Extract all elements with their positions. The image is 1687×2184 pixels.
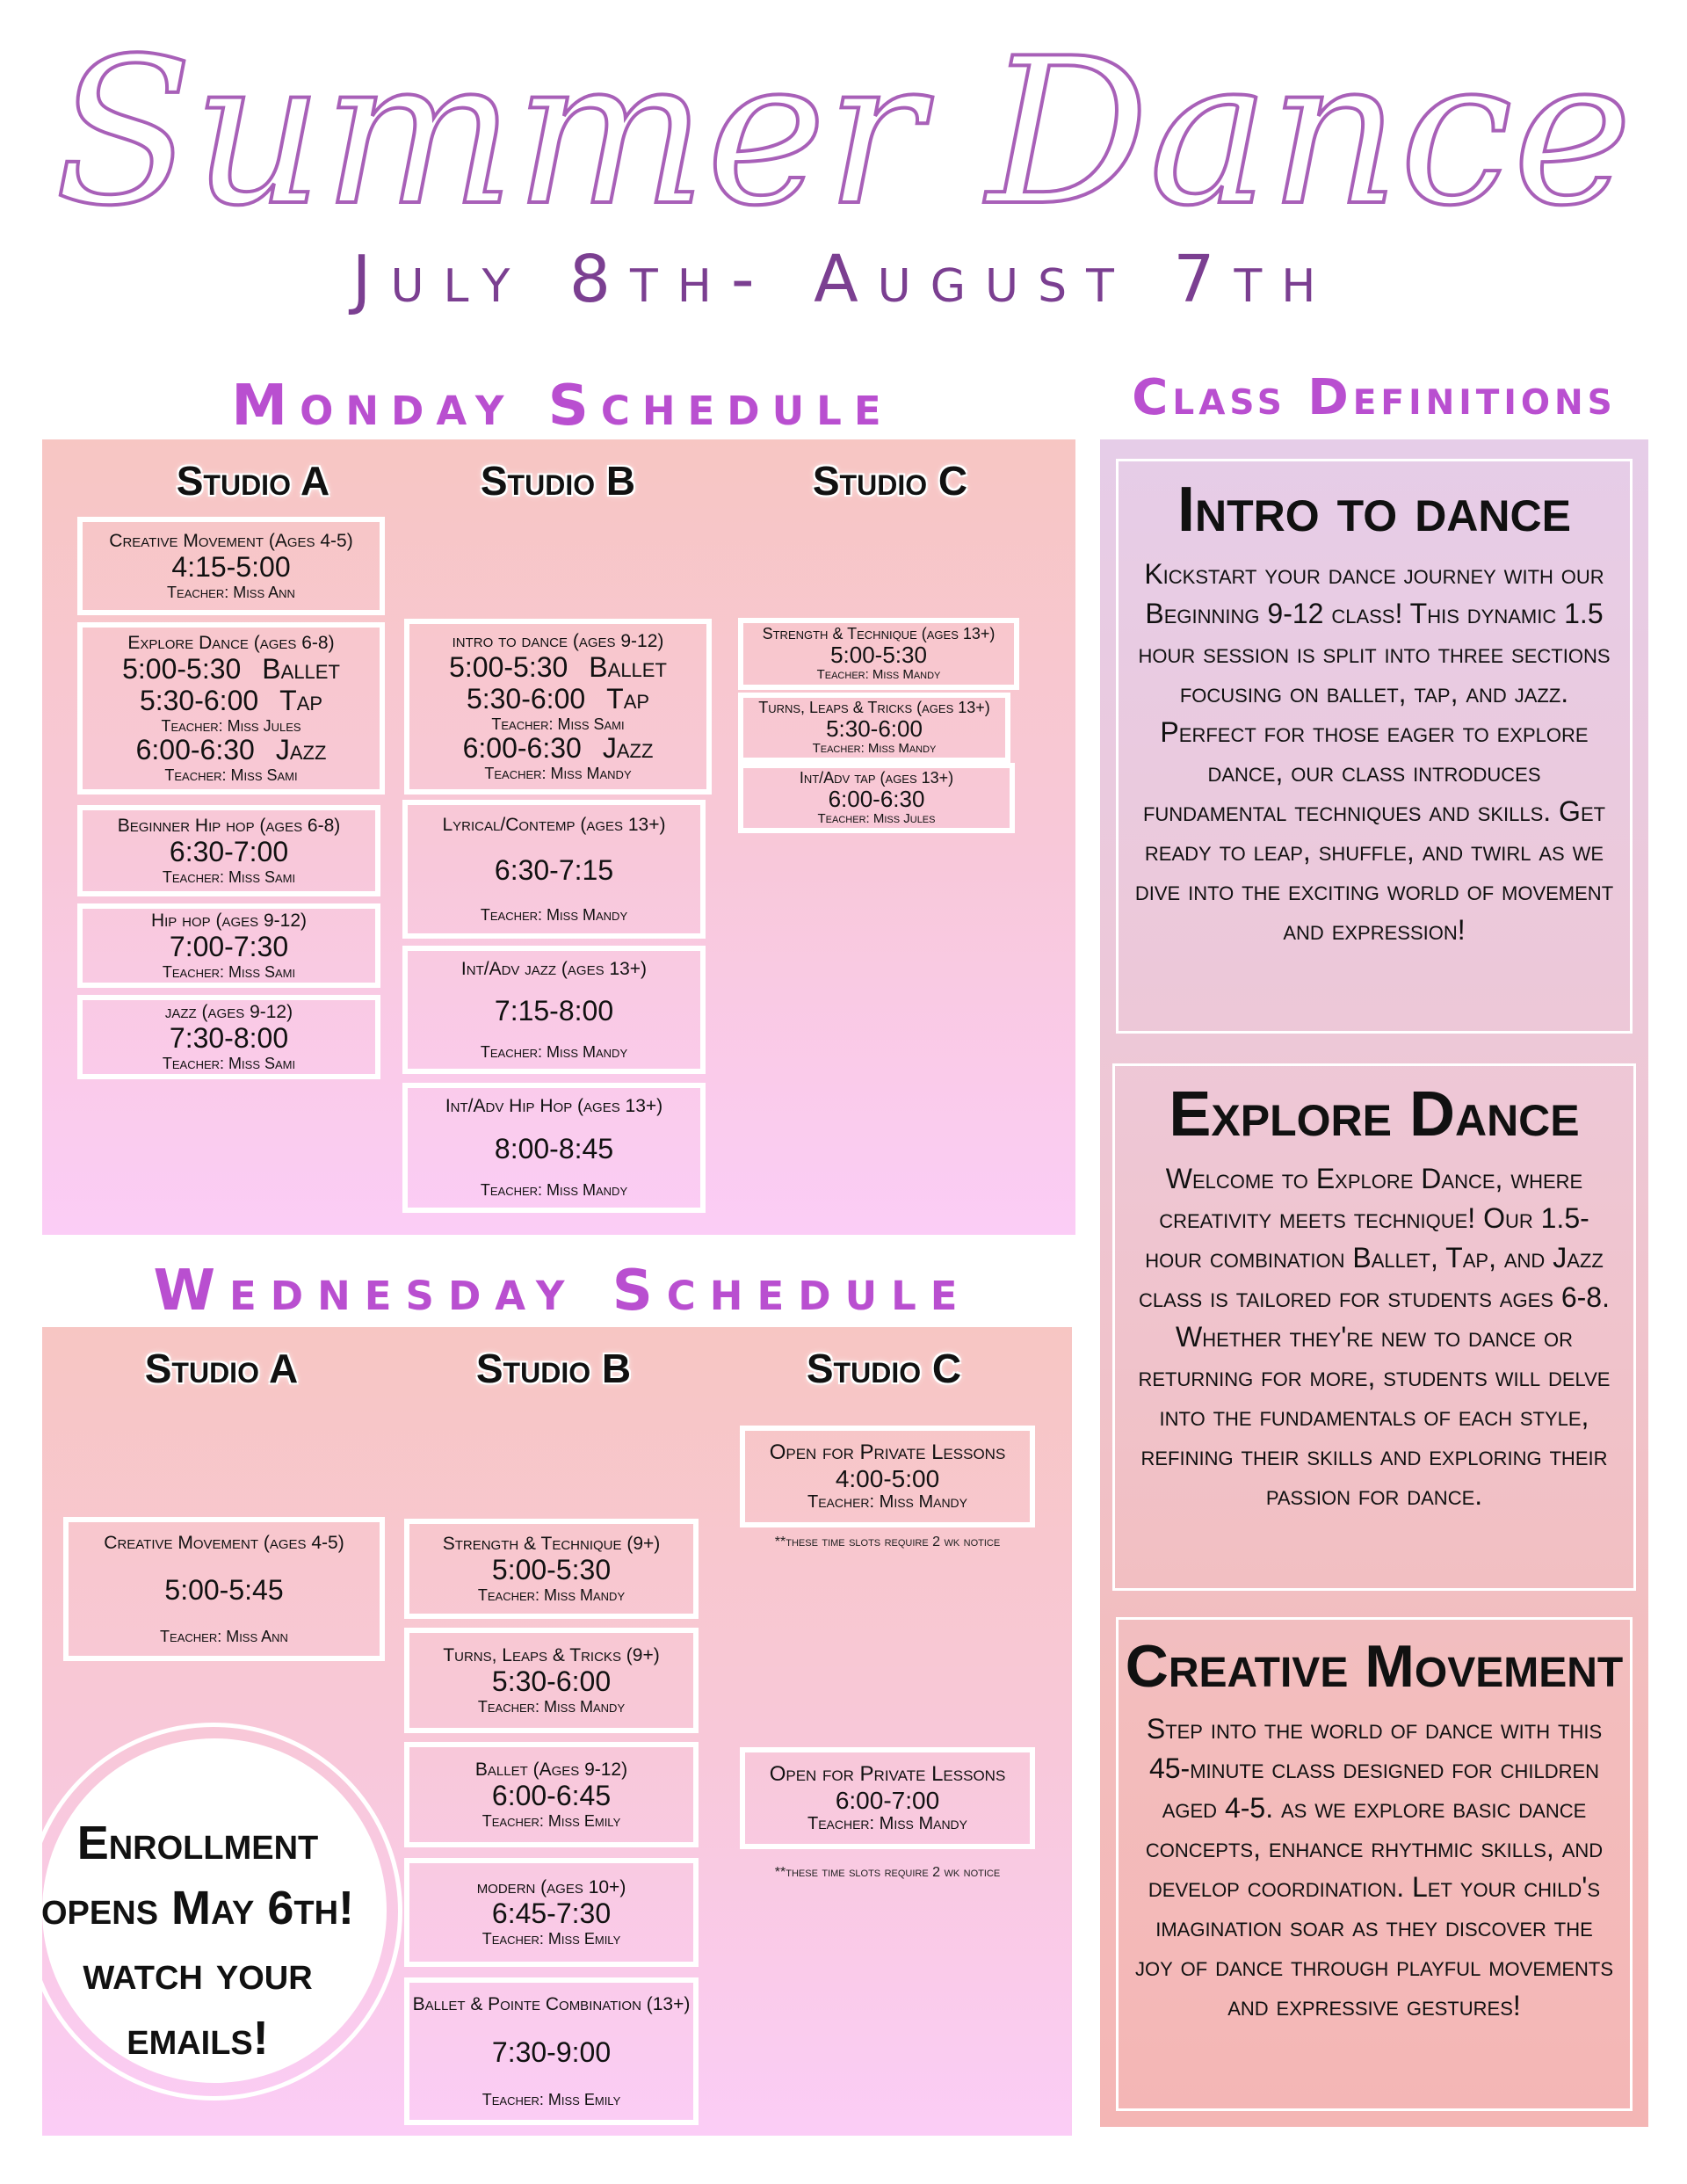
class-time: 5:30-6:00 [139,684,259,716]
class-style: Ballet [589,650,667,683]
class-teacher: Teacher: Miss Sami [491,715,625,733]
class-teacher: Teacher: Miss Mandy [477,1585,626,1604]
class-teacher: Teacher: Miss Sami [162,962,296,981]
definition-card [1112,1063,1636,1591]
class-teacher: Teacher: Miss Mandy [480,1181,628,1200]
class-name: Turns, Leaps & Tricks (9+) [443,1645,660,1666]
class-time: 6:45-7:30 [491,1897,612,1929]
class-card [402,946,706,1074]
class-teacher: Teacher: Miss Jules [817,811,936,827]
class-teacher: Teacher: Miss Ann [167,583,295,601]
class-time: 5:00-5:30 [122,652,242,685]
class-teacher: Teacher: Miss Mandy [807,1491,967,1512]
wednesday-studio-c-label: Studio C [806,1346,962,1391]
class-name: Int/Adv Hip Hop (ages 13+) [445,1096,663,1117]
class-style: Jazz [275,733,327,765]
enrollment-line: watch your [83,1947,313,1999]
class-teacher: Teacher: Miss Emily [481,2091,621,2109]
class-teacher: Teacher: Miss Mandy [480,905,628,924]
wednesday-heading: Wednesday Schedule [153,1259,972,1324]
class-card [404,619,712,795]
class-name: Open for Private Lessons [769,1440,1006,1464]
class-time: 6:00-7:00 [835,1786,940,1814]
class-card [738,693,1010,763]
class-teacher: Teacher: Miss Ann [160,1627,288,1645]
class-name: Int/Adv jazz (ages 13+) [460,959,648,980]
definition-body: Step into the world of dance with this 45-minute class designed for children aged 4-5. as we explore basic dance concepts, enhance rhythmic skills, and develop coordination. Let your child's imagination soar as they discover the joy of dance through playful movements and expressive gestures! [1135,1713,1613,2021]
class-teacher: Teacher: Miss Mandy [807,1813,967,1833]
class-name: Ballet & Pointe Combination (13+) [412,1993,691,2014]
class-time: 6:00-6:30 [828,786,925,813]
class-card [63,1517,385,1661]
class-teacher: Teacher: Miss Jules [161,716,301,735]
class-name: Open for Private Lessons [769,1761,1006,1786]
class-card [740,1426,1035,1527]
class-teacher: Teacher: Miss Emily [481,1811,621,1830]
class-time: 7:30-9:00 [491,2035,612,2068]
class-card [404,1977,699,2125]
class-style: Tap [606,682,650,715]
class-time: 6:30-7:15 [494,853,614,886]
class-card [404,1628,699,1733]
class-teacher: Teacher: Miss Mandy [480,1042,628,1061]
notice-note: **these time slots require 2 wk notice [774,1535,1001,1549]
class-name: Turns, Leaps & Tricks (ages 13+) [758,698,990,716]
class-name: Lyrical/Contemp (ages 13+) [442,815,666,836]
class-teacher: Teacher: Miss Sami [162,867,296,886]
class-teacher: Teacher: Miss Mandy [484,764,632,782]
class-teacher: Teacher: Miss Sami [164,765,298,784]
wednesday-studio-a-label: Studio A [144,1346,299,1391]
class-name: Strength & Technique (9+) [442,1534,661,1555]
class-style: Ballet [262,652,340,685]
class-name: modern (ages 10+) [476,1877,626,1898]
enrollment-line: opens May 6th! [41,1882,354,1934]
class-style: Tap [279,684,323,716]
class-time: 7:00-7:30 [169,930,289,962]
enrollment-line: Enrollment [76,1817,319,1869]
monday-studio-c-label: Studio C [812,458,968,504]
class-time: 7:30-8:00 [169,1021,289,1054]
class-teacher: Teacher: Miss Emily [481,1929,621,1948]
class-card [77,995,380,1079]
class-time: 4:00-5:00 [835,1464,940,1492]
class-name: Creative Movement (Ages 4-5) [109,531,353,552]
definition-title: Intro to dance [1177,475,1571,545]
definition-title: Creative Movement [1125,1633,1624,1700]
monday-studio-b-label: Studio B [480,458,636,504]
definition-body: Welcome to Explore Dance, where creativity meets technique! Our 1.5-hour combination Ballet, Tap, and Jazz class is tailored for students ages 6-8. Whether they're new to dance or returning for more, students will delve into the fundamentals of each style, refining their skills and exploring their passion for dance. [1138,1163,1611,1511]
class-name: Int/Adv tap (ages 13+) [799,768,954,787]
date-range: July 8th- August 7th [351,242,1336,317]
class-name: Ballet (Ages 9-12) [474,1760,628,1781]
class-card [402,1083,706,1213]
class-time: 4:15-5:00 [171,550,291,583]
class-name: intro to dance (ages 9-12) [452,631,664,652]
class-time: 5:00-5:30 [491,1553,612,1585]
class-time: 6:30-7:00 [169,835,289,867]
enrollment-message [26,1810,369,2071]
definition-title: Explore Dance [1169,1079,1580,1150]
class-name: Beginner Hip hop (ages 6-8) [117,816,341,837]
monday-heading: Monday Schedule [231,374,894,439]
class-style: Jazz [602,731,654,764]
class-time: 5:00-5:30 [449,650,568,683]
class-time: 8:00-8:45 [494,1132,614,1165]
class-card [738,618,1019,690]
class-name: Hip hop (ages 9-12) [150,911,308,932]
class-time: 5:30-6:00 [466,682,586,715]
class-time: 7:15-8:00 [494,994,614,1027]
class-teacher: Teacher: Miss Mandy [816,667,941,683]
wednesday-studio-b-label: Studio B [475,1346,632,1391]
class-time: 5:00-5:45 [164,1573,284,1606]
class-card [77,517,385,615]
class-teacher: Teacher: Miss Mandy [812,741,937,757]
class-time: 6:00-6:30 [135,733,255,765]
class-card [738,763,1015,833]
class-name: jazz (ages 9-12) [164,1002,293,1023]
definitions-heading: Class Definitions [1132,369,1617,426]
class-name: Explore Dance (ages 6-8) [127,633,335,654]
class-time: 6:00-6:45 [491,1779,612,1811]
enrollment-line: emails! [127,2012,269,2064]
definition-body: Kickstart your dance journey with our Beginning 9-12 class! This dynamic 1.5 hour session is split into three sections focusing on ballet, tap, and jazz. Perfect for those eager to explore dance, our class introduces fundamental techniques and skills. Get ready to leap, shuffle, and twirl as we dive into the exciting world of movement and expression! [1134,558,1614,946]
class-teacher: Teacher: Miss Sami [162,1054,296,1072]
class-time: 5:30-6:00 [826,715,923,743]
class-card [77,903,380,988]
notice-note: **these time slots require 2 wk notice [774,1865,1001,1880]
class-time: 5:30-6:00 [491,1665,612,1697]
class-time: 6:00-6:30 [462,731,582,764]
class-card [404,1519,699,1619]
class-name: Strength & Technique (ages 13+) [762,624,996,642]
class-card [77,622,385,795]
class-teacher: Teacher: Miss Mandy [477,1697,626,1716]
class-time: 5:00-5:30 [830,642,927,669]
class-name: Creative Movement (ages 4-5) [104,1533,344,1554]
definition-card [1116,459,1633,1034]
definition-card [1116,1617,1633,2111]
class-card [740,1747,1035,1849]
title-text: Summer Dance [54,16,1633,250]
class-card [404,1858,699,1967]
monday-studio-a-label: Studio A [176,458,330,504]
class-card [77,805,380,896]
class-card [402,800,706,939]
class-card [404,1742,699,1847]
